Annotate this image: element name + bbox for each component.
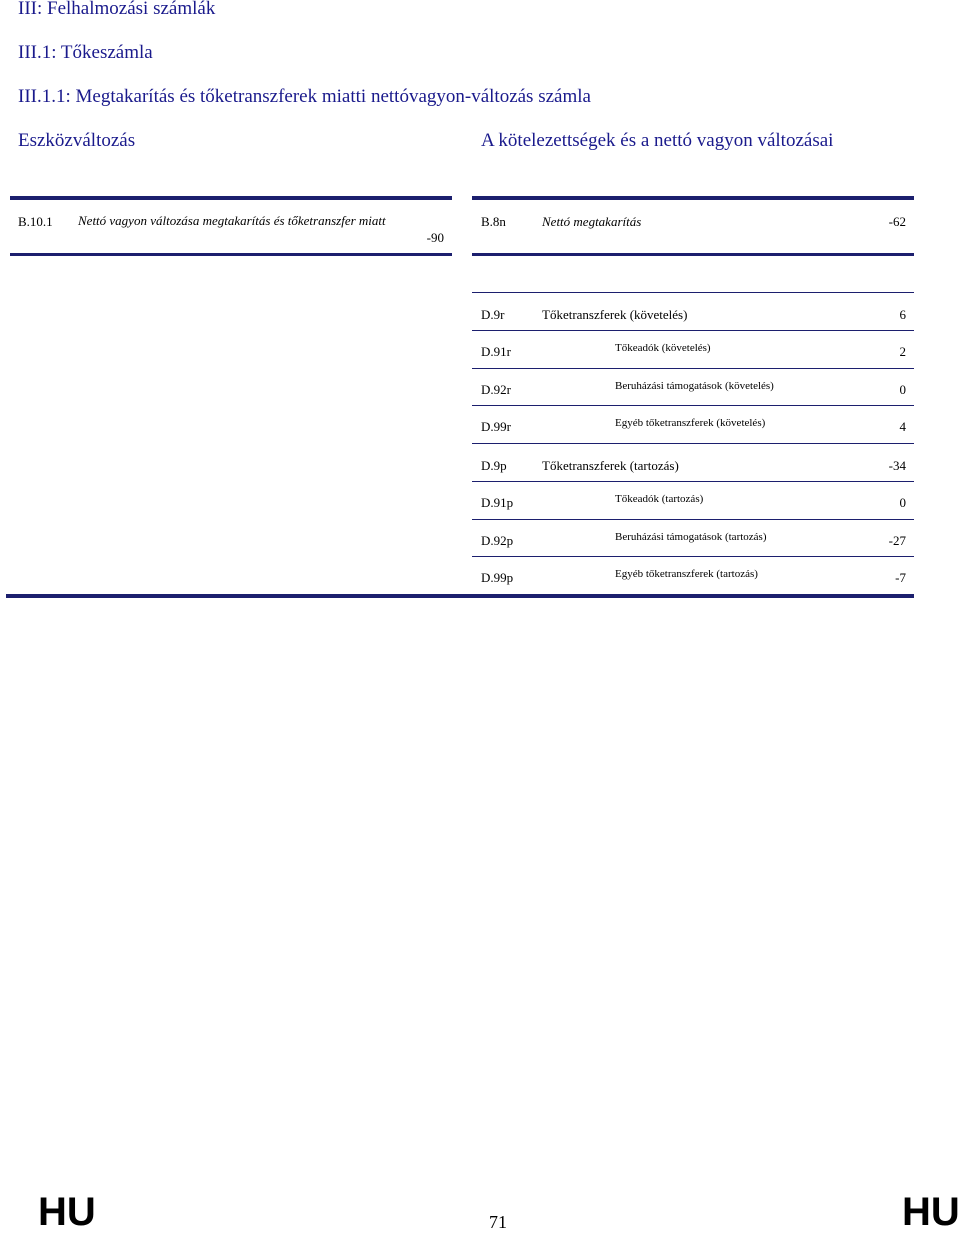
heading-net-worth-change-account: III.1.1: Megtakarítás és tőketranszferek miatti nettóvagyon-változás számla: [18, 86, 591, 107]
row-code: D.9p: [481, 458, 507, 473]
row-label: Beruházási támogatások (követelés): [615, 380, 774, 392]
row-label: Tőketranszferek (tartozás): [542, 458, 679, 473]
row-code: D.99r: [481, 419, 511, 434]
column-header-liabilities: A kötelezettségek és a nettó vagyon változásai: [481, 130, 834, 151]
row-code: D.92r: [481, 382, 511, 397]
row-code: D.92p: [481, 533, 514, 548]
bottom-rule: [6, 594, 914, 598]
right-main-rule: [472, 253, 914, 256]
footer-country-code-right: HU: [902, 1190, 960, 1234]
row-rule: [472, 556, 914, 557]
row-value: -27: [888, 533, 906, 548]
left-top-rule: [10, 196, 452, 200]
heading-accumulation-accounts: III: Felhalmozási számlák: [18, 0, 216, 19]
row-value: -34: [888, 458, 906, 473]
row-label: Beruházási támogatások (tartozás): [615, 531, 767, 543]
row-rule: [472, 368, 914, 369]
left-entry-label: Nettó vagyon változása megtakarítás és tőketranszfer miatt: [78, 213, 386, 228]
row-rule: [472, 519, 914, 520]
left-entry-code: B.10.1: [18, 214, 53, 229]
row-label: Tőkeadók (követelés): [615, 342, 711, 354]
row-value: 0: [899, 382, 906, 397]
row-rule: [472, 405, 914, 406]
left-entry-value: -90: [426, 230, 444, 245]
row-code: D.91p: [481, 495, 514, 510]
row-rule: [472, 443, 914, 444]
row-rule: [472, 481, 914, 482]
row-value: 4: [899, 419, 906, 434]
row-value: -7: [895, 570, 906, 585]
row-label: Egyéb tőketranszferek (tartozás): [615, 568, 758, 580]
heading-capital-account: III.1: Tőkeszámla: [18, 42, 153, 63]
row-label: Egyéb tőketranszferek (követelés): [615, 417, 766, 429]
right-main-label: Nettó megtakarítás: [542, 214, 642, 229]
row-label: Tőketranszferek (követelés): [542, 307, 688, 322]
footer-country-code-left: HU: [38, 1190, 96, 1234]
row-code: D.99p: [481, 570, 514, 585]
right-top-rule: [472, 196, 914, 200]
row-rule: [472, 330, 914, 331]
row-code: D.9r: [481, 307, 505, 322]
row-value: 0: [899, 495, 906, 510]
right-main-value: -62: [888, 214, 906, 229]
page-number: 71: [489, 1212, 507, 1232]
row-rule: [472, 292, 914, 293]
row-value: 2: [899, 344, 906, 359]
left-entry-rule: [10, 253, 452, 256]
row-code: D.91r: [481, 344, 511, 359]
row-value: 6: [899, 307, 906, 322]
right-main-code: B.8n: [481, 214, 506, 229]
column-header-assets: Eszközváltozás: [18, 130, 136, 151]
row-label: Tőkeadók (tartozás): [615, 493, 704, 505]
